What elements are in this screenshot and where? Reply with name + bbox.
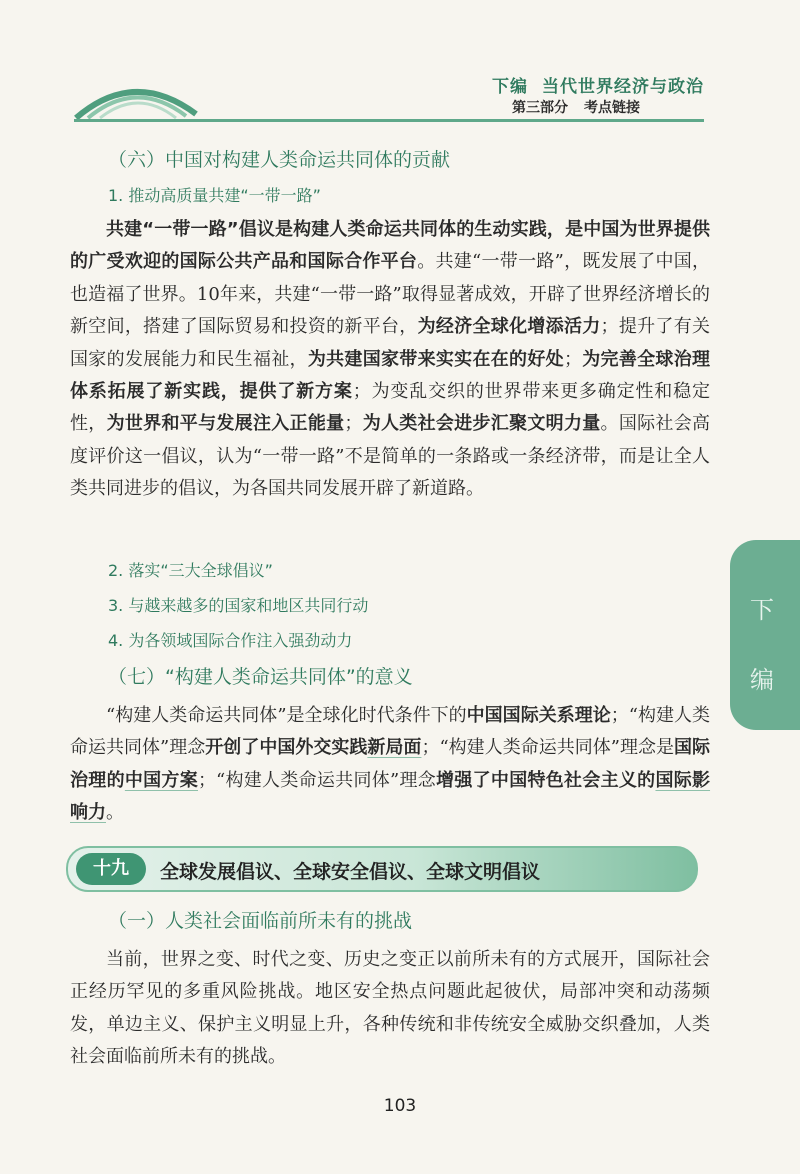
bold-text: 开创了中国外交实践 <box>205 737 368 759</box>
underlined-text: 新局面 <box>367 737 422 759</box>
text: 。共建“一带一路”，既发展了中国，也造福了世界。10年来，共建“一带一路”取得显著成效，开辟了世界经济增长的新空间，搭建了国际贸易和投资的新平台， <box>70 251 711 338</box>
bold-text: 共建“一带一路”倡议是构建人类命运共同体的生动实践，是中国为世界提供的广受欢迎的国际公共产品和国际合作平台 <box>70 219 710 273</box>
bold-text: 为共建国家带来实实在在的好处 <box>307 348 564 370</box>
text: “构建人类命运共同体”是全球化时代条件下的 <box>106 705 467 726</box>
chapter-banner <box>66 846 698 892</box>
bold-text: 为经济全球化增添活力 <box>417 316 601 338</box>
underlined-text: 中国方案 <box>124 769 198 791</box>
subheading: 2. 落实“三大全球倡议” <box>108 561 273 580</box>
text: ；提升了有关国家的发展能力和民生福祉， <box>70 316 711 370</box>
section-heading: （六）中国对构建人类命运共同体的贡献 <box>108 149 451 171</box>
paragraph: 当前，世界之变、时代之变、历史之变正以前所未有的方式展开，国际社会正经历罕见的多重风险挑战。地区安全热点问题此起彼伏，局部冲突和动荡频发，单边主义、保护主义明显上升，各种传统和非传统安全威胁交织叠加，人类社会面临前所未有的挑战。 <box>70 949 710 1068</box>
subheading: 1. 推动高质量共建“一带一路” <box>108 186 321 205</box>
side-tab-char: 下 <box>750 596 774 624</box>
text: ；“构建人类命运共同体”理念 <box>70 705 710 759</box>
subheading: 3. 与越来越多的国家和地区共同行动 <box>108 596 369 615</box>
volume-side-tab <box>730 540 800 730</box>
section-heading: （七）“构建人类命运共同体”的意义 <box>108 666 413 688</box>
chapter-title: 全球发展倡议、全球安全倡议、全球文明倡议 <box>160 861 541 883</box>
text: ；“构建人类命运共同体”理念是 <box>421 737 675 759</box>
text: ；“构建人类命运共同体”理念 <box>198 769 437 791</box>
book-volume-title <box>492 72 704 97</box>
bold-text: 增强了中国特色社会主义的 <box>436 769 656 791</box>
text: ；为变乱交织的世界带来更多确定性和稳定性， <box>70 381 711 435</box>
header-divider <box>74 119 704 122</box>
part-number: 第三部分 <box>512 100 568 116</box>
text: 。国际社会高度评价这一倡议，认为“一带一路”不是简单的一条路或一条经济带，而是让全人类共同进步的倡议，为各国共同发展开辟了新道路。 <box>70 413 711 500</box>
side-tab-char: 编 <box>750 666 774 694</box>
text: ； <box>344 413 363 435</box>
bold-text: 国际治理的 <box>70 737 711 791</box>
bold-text: 中国国际关系理论 <box>466 705 611 726</box>
bold-text: 为人类社会进步汇聚文明力量 <box>362 413 601 435</box>
arc-logo-icon <box>74 74 204 120</box>
text: 。 <box>106 802 124 824</box>
bold-text: 为世界和平与发展注入正能量 <box>106 413 345 435</box>
page-number: 103 <box>383 1096 417 1116</box>
subheading: 4. 为各领域国际合作注入强劲动力 <box>108 631 353 650</box>
volume-title: 当代世界经济与政治 <box>542 77 704 97</box>
part-title: 考点链接 <box>584 100 640 116</box>
part-label <box>512 97 640 117</box>
chapter-number: 十九 <box>76 853 146 885</box>
text: ； <box>563 348 582 370</box>
underlined-text: 国际影响力 <box>70 769 711 824</box>
bold-text: 为完善全球治理体系拓展了新实践，提供了新方案 <box>70 348 711 403</box>
paragraph <box>70 700 710 830</box>
paragraph <box>70 214 710 506</box>
section-heading: （一）人类社会面临前所未有的挑战 <box>108 910 413 932</box>
volume-label: 下编 <box>492 77 528 97</box>
